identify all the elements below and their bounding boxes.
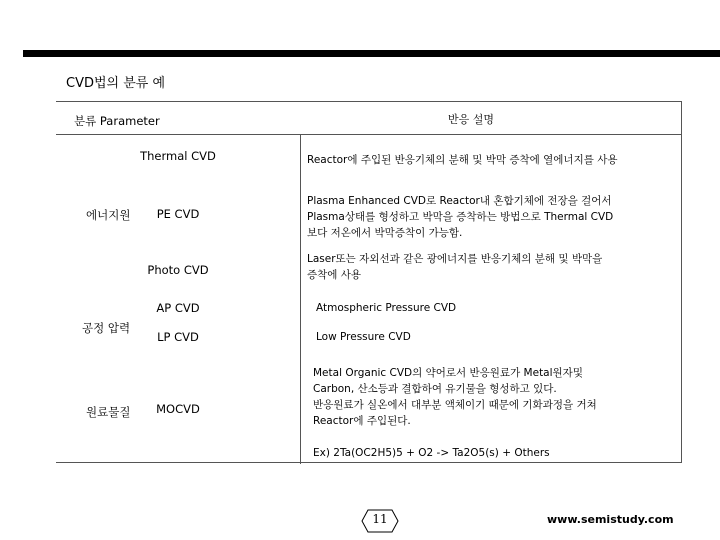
desc-ap-cvd: Atmospheric Pressure CVD [316,302,457,314]
method-ap-cvd: AP CVD [156,301,200,315]
category-process-pressure: 공정 압력 [82,321,131,335]
page-number-badge [361,509,399,533]
header-description: 반응 설명 [448,113,495,126]
desc-thermal-cvd: Reactor에 주입된 반응기체의 분해 및 박막 증착에 열에너지를 사용 [307,154,618,166]
desc-pe-cvd: Plasma Enhanced CVD로 Reactor내 혼합기체에 전장을 걸어서 Plasma상태를 형성하고 박막을 증착하는 방법으로 Thermal CVD 보다 저온에서 박막증착이 가능함. [307,195,614,239]
header-parameter: 분류 Parameter [74,114,160,128]
website-label: www.semistudy.com [547,513,674,526]
desc-lp-cvd: Low Pressure CVD [316,331,411,343]
desc-mocvd: Metal Organic CVD의 약어로서 반응원료가 Metal원자및 Carbon, 산소등과 결합하여 유기물을 형성하고 있다. 반응원료가 실온에서 대부분 액체이기 때문에 기화과정을 거쳐 Reactor에 주입된다. Ex) 2Ta(OC2H5)5 + O2 -> Ta2O5(s) + Others [313,367,597,459]
top-rule [23,50,720,57]
cvd-classification-table [56,101,682,463]
header-divider [56,134,681,135]
method-lp-cvd: LP CVD [157,330,199,344]
method-photo-cvd: Photo CVD [147,263,209,277]
desc-photo-cvd: Laser또는 자외선과 같은 광에너지를 반응기체의 분해 및 박막을 증착에 사용 [307,253,603,281]
method-thermal-cvd: Thermal CVD [140,149,216,163]
column-divider [300,134,301,464]
category-source-material: 원료물질 [86,405,131,419]
page-number: 11 [372,512,388,526]
method-pe-cvd: PE CVD [156,207,200,221]
slide-title: CVD법의 분류 예 [66,76,166,91]
method-mocvd: MOCVD [156,402,200,416]
category-energy-source: 에너지원 [86,208,131,222]
